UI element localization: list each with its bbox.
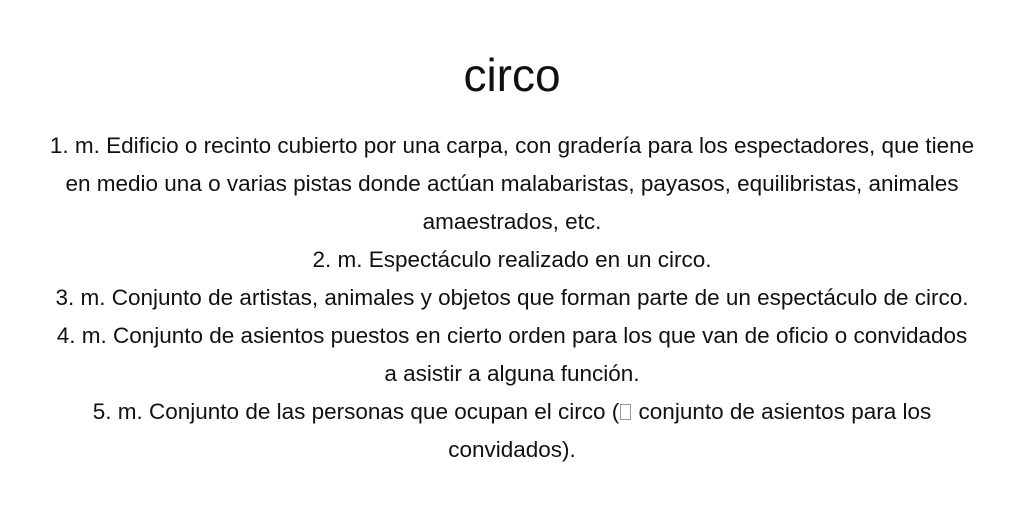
definition-5-text-before: 5. m. Conjunto de las personas que ocupan el circo ( bbox=[92, 399, 620, 424]
definition-4: 4. m. Conjunto de asientos puestos en cierto orden para los que van de oficio o convidados a asistir a alguna función. bbox=[56, 323, 968, 386]
definition-1: 1. m. Edificio o recinto cubierto por una carpa, con gradería para los espectadores, que tiene en medio una o varias pistas donde actúan malabaristas, payasos, equilibristas, animales amaestrados, etc. bbox=[49, 133, 975, 234]
definitions-list bbox=[48, 127, 976, 469]
definition-3: 3. m. Conjunto de artistas, animales y objetos que forman parte de un espectáculo de circo. bbox=[55, 285, 969, 310]
definition-2: 2. m. Espectáculo realizado en un circo. bbox=[312, 247, 712, 272]
definition-5 bbox=[48, 393, 976, 469]
entry-headword: circo bbox=[463, 49, 561, 101]
missing-glyph-code bbox=[626, 405, 627, 406]
missing-glyph-icon bbox=[620, 404, 631, 420]
definition-5-text-after: conjunto de asientos para los convidados). bbox=[448, 399, 932, 462]
